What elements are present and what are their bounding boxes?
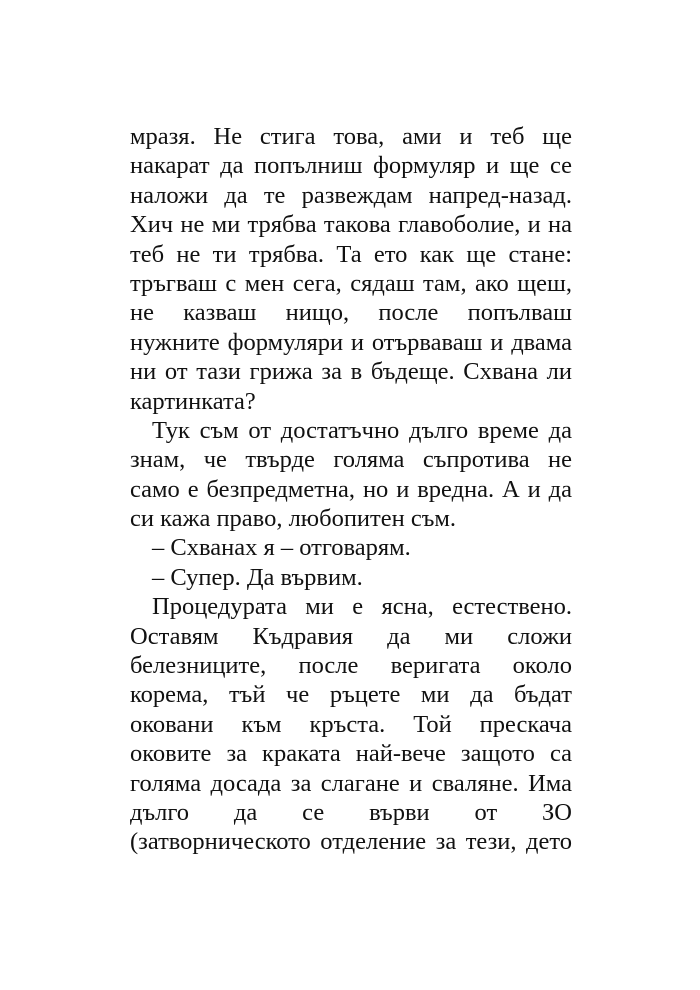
body-text: [130, 122, 572, 857]
text-line: Тук съм от достатъчно дълго време да: [152, 416, 572, 444]
text-line: нужните формуляри и отърваваш и двама: [130, 328, 572, 356]
text-line: картинката?: [130, 387, 256, 415]
text-line: не казваш нищо, после попълваш: [130, 299, 572, 327]
text-line: оковани към кръста. Той прескача: [130, 710, 572, 738]
text-line: голяма досада за слагане и сваляне. Има: [130, 769, 572, 797]
text-line: теб не ти трябва. Та ето как ще стане:: [130, 240, 572, 268]
text-line: накарат да попълниш формуляр и ще се: [130, 152, 572, 180]
text-line: мразя. Не стига това, ами и теб ще: [130, 123, 572, 150]
dialogue-line: – Супер. Да вървим.: [152, 563, 363, 591]
text-line: оковите за краката най-вече защото са: [130, 740, 572, 768]
dialogue-line: – Схванах я – отговарям.: [152, 534, 411, 562]
text-line: Оставям Къдравия да ми сложи: [130, 622, 572, 650]
text-line: Хич не ми трябва такова главоболие, и на: [130, 211, 572, 239]
text-line: дълго да се върви от ЗО: [130, 798, 572, 826]
text-line: наложи да те развеждам напред-назад.: [130, 181, 572, 209]
text-line: тръгваш с мен сега, сядаш там, ако щеш,: [130, 269, 572, 297]
text-line: белезниците, после веригата около: [130, 652, 572, 680]
text-line: корема, тъй че ръцете ми да бъдат: [130, 681, 572, 709]
text-line: само е безпредметна, но и вредна. А и да: [130, 475, 572, 503]
text-line: ни от тази грижа за в бъдеще. Схвана ли: [130, 358, 572, 386]
text-line: (затворническото отделение за тези, дето: [130, 828, 572, 856]
text-line: Процедурата ми е ясна, естествено.: [152, 593, 572, 621]
text-line: си кажа право, любопитен съм.: [130, 505, 457, 533]
text-line: знам, че твърде голяма съпротива не: [130, 446, 572, 474]
